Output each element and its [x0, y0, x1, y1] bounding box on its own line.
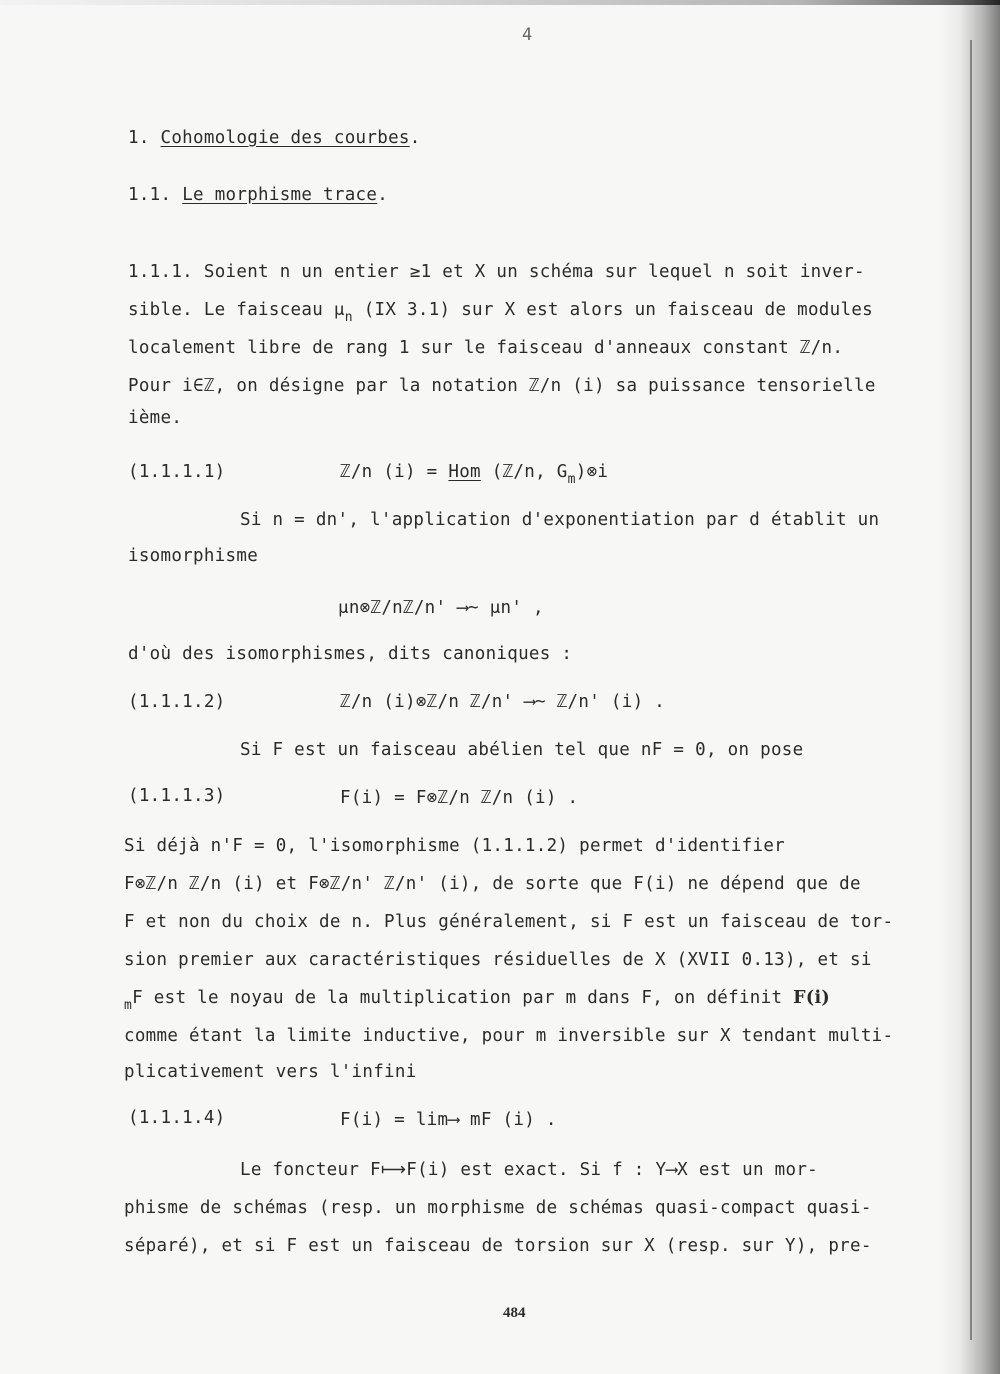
text-line-13: sion premier aux caractéristiques résiduelles de X (XVII 0.13), et si [124, 950, 872, 970]
text-line [128, 262, 865, 282]
subsection-number: 1.1. [128, 185, 172, 205]
equation-4: F(i) = lim⟶ mF (i) . [340, 1110, 557, 1130]
equation-label: (1.1.1.3) [128, 786, 226, 806]
section-title: Cohomologie des courbes [160, 128, 410, 148]
equation-1-part: ℤ/n (i) = [340, 462, 438, 482]
text-line-5: ième. [128, 408, 183, 428]
scan-right-shadow [938, 0, 1000, 1374]
text-line-10: Si déjà n'F = 0, l'isomorphisme (1.1.1.2) permet d'identifier [124, 836, 785, 856]
text-line-1: Soient n un entier ≥1 et X un schéma sur lequel n soit inver- [203, 262, 865, 282]
text-line-16: plicativement vers l'infini [124, 1062, 417, 1082]
folio-number: 484 [503, 1305, 526, 1321]
equation-label: (1.1.1.4) [128, 1108, 226, 1128]
subsection-title: Le morphisme trace [182, 185, 378, 205]
equation-iso: μn⊗ℤ/nℤ/n' ⟶~ μn' , [338, 598, 544, 618]
equation-1: ℤ/n (i) = Hom (ℤ/n, $G_m)\otimes i$ [340, 462, 609, 487]
page-number: 4 [522, 25, 533, 45]
text-line-6: Si n = dn', l'application d'exponentiation par d établit un [240, 510, 880, 530]
text-line-15: comme étant la limite inductive, pour m inversible sur X tendant multi- [124, 1026, 894, 1046]
text-line-2b: (IX 3.1) sur X est alors un faisceau de modules [363, 300, 873, 320]
text-line-14a: F est le noyau de la multiplication par m dans F, on définit [132, 988, 783, 1008]
scan-right-edge-line [970, 40, 972, 1340]
text-line-9: Si F est un faisceau abélien tel que nF = 0, on pose [240, 740, 804, 760]
subsection-heading: 1.1. Le morphisme trace. [128, 185, 389, 205]
text-line-2a: sible. Le faisceau μ [128, 300, 345, 320]
text-line-12: F et non du choix de n. Plus généralement, si F est un faisceau de tor- [124, 912, 894, 932]
section-heading: 1. Cohomologie des courbes. [128, 128, 421, 148]
text-line-11: F⊗ℤ/n ℤ/n (i) et F⊗ℤ/n' ℤ/n' (i), de sorte que F(i) ne dépend que de [124, 874, 861, 894]
equation-1-part: )⊗i [575, 462, 609, 482]
text-line-7: isomorphisme [128, 546, 259, 566]
paragraph-number: 1.1.1. [128, 262, 194, 282]
text-line-3: localement libre de rang 1 sur le faisceau d'anneaux constant ℤ/n. [128, 338, 844, 358]
text-line-18: phisme de schémas (resp. un morphisme de schémas quasi-compact quasi- [124, 1198, 872, 1218]
text-line-17: Le foncteur F⟼F(i) est exact. Si f : Y⟶X est un mor- [240, 1160, 819, 1180]
scan-top-border [0, 0, 1000, 5]
section-number: 1. [128, 128, 150, 148]
equation-label: (1.1.1.1) [128, 462, 226, 482]
text-line-14b: F(i) [793, 988, 830, 1008]
text-line-19: séparé), et si F est un faisceau de torsion sur X (resp. sur Y), pre- [124, 1236, 872, 1256]
equation-1-hom: Hom [448, 462, 481, 482]
text-line-4: Pour i∈ℤ, on désigne par la notation ℤ/n (i) sa puissance tensorielle [128, 376, 876, 396]
equation-1-part: (ℤ/n, G [491, 462, 568, 482]
equation-label: (1.1.1.2) [128, 692, 226, 712]
text-line: sible. Le faisceau $\mu_n$ (IX 3.1) sur X est alors un faisceau de modules [128, 300, 873, 325]
text-line-8: d'où des isomorphismes, dits canoniques : [128, 644, 573, 664]
equation-2: ℤ/n (i)⊗ℤ/n ℤ/n' ⟶~ ℤ/n' (i) . [340, 692, 666, 712]
equation-3: F(i) = F⊗ℤ/n ℤ/n (i) . [340, 788, 579, 808]
text-line-14: $_m$F est le noyau de la multiplication par m dans F, on définit F(i) [124, 988, 830, 1013]
